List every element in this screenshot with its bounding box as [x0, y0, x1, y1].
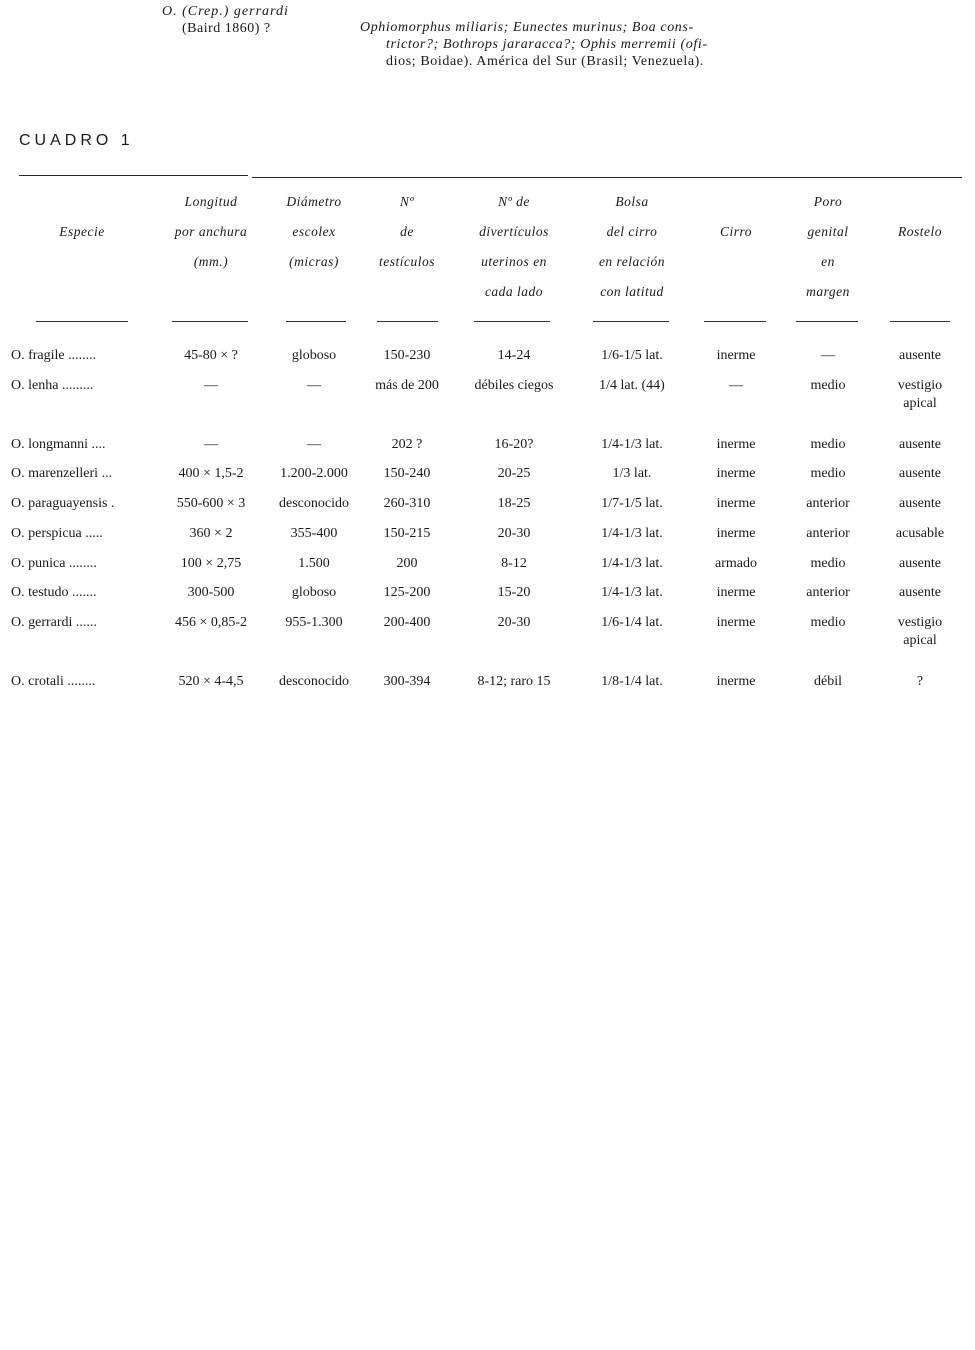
cell-diametro: desconocido: [279, 674, 349, 689]
cell-diametro: globoso: [291, 348, 337, 363]
cell-diverticulos: 20-30: [497, 526, 531, 541]
hosts-line-1: Ophiomorphus miliaris; Eunectes murinus; Boa cons-: [360, 20, 694, 35]
column-header-5: [577, 187, 687, 307]
column-header-3: [365, 187, 449, 277]
cell-cirro: —: [729, 378, 743, 393]
column-header-line: uterinos en: [481, 254, 547, 269]
column-underline: [593, 321, 669, 322]
cell-line: ausente: [899, 348, 941, 363]
cell-rostelo: [880, 614, 960, 650]
column-underline: [796, 321, 858, 322]
column-header-2: [268, 187, 360, 277]
cell-rostelo: [880, 436, 960, 454]
cell-poro: medio: [810, 466, 846, 481]
cell-diverticulos: 15-20: [497, 585, 531, 600]
cell-poro: medio: [810, 556, 846, 571]
cell-especie: O. paraguayensis .: [11, 496, 115, 511]
cell-bolsa: 1/8-1/4 lat.: [601, 674, 663, 689]
column-header-line: en: [821, 254, 835, 269]
cell-cirro: inerme: [716, 526, 756, 541]
cell-rostelo: [880, 347, 960, 365]
cell-rostelo: [880, 465, 960, 483]
cell-testiculos: 125-200: [383, 585, 431, 600]
cell-especie: O. gerrardi ......: [11, 615, 97, 630]
cell-diverticulos: 8-12: [501, 556, 527, 571]
cell-line: ausente: [899, 437, 941, 452]
column-header-line: Nº: [399, 194, 415, 209]
cell-longitud: 400 × 1,5-2: [178, 466, 244, 481]
cell-cirro: inerme: [716, 585, 756, 600]
cell-poro: anterior: [806, 526, 850, 541]
cell-longitud: 456 × 0,85-2: [174, 615, 248, 630]
cell-line: ?: [916, 674, 924, 689]
cell-line: ausente: [899, 496, 941, 511]
cell-line: vestigio: [897, 378, 943, 393]
hosts-line-2: trictor?; Bothrops jararacca?; Ophis merremii (ofi-: [386, 37, 708, 52]
table-top-rule-right: [252, 177, 962, 178]
column-header-line: (micras): [289, 254, 339, 269]
column-header-line: Bolsa: [615, 194, 649, 209]
hosts-line-3: dios; Boidae). América del Sur (Brasil; Venezuela).: [386, 54, 705, 69]
cell-poro: anterior: [806, 496, 850, 511]
cell-testiculos: 150-230: [383, 348, 431, 363]
cell-diametro: 955-1.300: [285, 615, 343, 630]
cell-cirro: inerme: [716, 615, 756, 630]
hosts-description: [360, 19, 808, 70]
cell-bolsa: 1/3 lat.: [612, 466, 652, 481]
column-header-line: Nº de: [498, 194, 530, 209]
column-header-line: Especie: [59, 224, 105, 239]
cell-poro: medio: [810, 378, 846, 393]
cell-bolsa: 1/4-1/3 lat.: [601, 437, 663, 452]
cell-rostelo: [880, 525, 960, 543]
cell-bolsa: 1/4-1/3 lat.: [601, 585, 663, 600]
column-header-6: [703, 217, 769, 247]
table-top-rule-left: [19, 175, 248, 176]
column-header-line: del cirro: [606, 224, 658, 239]
cell-cirro: inerme: [716, 348, 756, 363]
column-underline: [377, 321, 438, 322]
cell-diverticulos: 16-20?: [494, 437, 534, 452]
cell-cirro: inerme: [716, 496, 756, 511]
cell-testiculos: más de 200: [375, 378, 439, 393]
cell-line: ausente: [899, 466, 941, 481]
cell-longitud: —: [204, 378, 218, 393]
cell-especie: O. marenzelleri ...: [11, 466, 113, 481]
cell-testiculos: 200-400: [383, 615, 431, 630]
cell-poro: medio: [810, 437, 846, 452]
cell-bolsa: 1/7-1/5 lat.: [601, 496, 663, 511]
cell-testiculos: 202 ?: [391, 437, 423, 452]
cell-especie: O. longmanni ....: [11, 437, 106, 452]
column-underline: [36, 321, 128, 322]
cell-diverticulos: 20-25: [497, 466, 531, 481]
cell-testiculos: 300-394: [383, 674, 431, 689]
column-header-line: testículos: [379, 254, 435, 269]
cell-testiculos: 150-240: [383, 466, 431, 481]
cell-diverticulos: 8-12; raro 15: [477, 674, 551, 689]
cell-line: apical: [903, 633, 937, 648]
cell-poro: débil: [814, 674, 842, 689]
species-citation: [162, 3, 289, 37]
cell-bolsa: 1/4 lat. (44): [599, 378, 665, 393]
column-header-line: escolex: [292, 224, 336, 239]
cell-especie: O. testudo .......: [11, 585, 97, 600]
cell-line: apical: [903, 396, 937, 411]
cell-diametro: globoso: [291, 585, 337, 600]
cell-longitud: 300-500: [187, 585, 235, 600]
column-header-line: de: [400, 224, 414, 239]
cell-diverticulos: 20-30: [497, 615, 531, 630]
column-header-line: cada lado: [484, 284, 544, 299]
cell-longitud: 520 × 4-4,5: [178, 674, 244, 689]
cell-longitud: 550-600 × 3: [176, 496, 246, 511]
cell-line: vestigio: [897, 615, 943, 630]
cell-diverticulos: 18-25: [497, 496, 531, 511]
cell-longitud: —: [204, 437, 218, 452]
cell-bolsa: 1/4-1/3 lat.: [601, 526, 663, 541]
cell-diametro: —: [307, 378, 321, 393]
cell-diametro: 1.200-2.000: [280, 466, 348, 481]
cell-especie: O. punica ........: [11, 556, 97, 571]
cell-line: ausente: [899, 556, 941, 571]
cell-especie: O. perspicua .....: [11, 526, 103, 541]
cell-especie: O. fragile ........: [11, 348, 97, 363]
column-underline: [890, 321, 950, 322]
column-header-line: margen: [806, 284, 850, 299]
cell-cirro: inerme: [716, 674, 756, 689]
column-underline: [704, 321, 766, 322]
column-header-line: Diámetro: [286, 194, 342, 209]
cell-rostelo: [880, 673, 960, 691]
cell-especie: O. lenha .........: [11, 378, 94, 393]
cell-diametro: desconocido: [279, 496, 349, 511]
column-header-line: en relación: [598, 254, 666, 269]
cell-rostelo: [880, 377, 960, 413]
column-header-line: con latitud: [600, 284, 664, 299]
cell-diametro: —: [307, 437, 321, 452]
cell-rostelo: [880, 584, 960, 602]
cell-diametro: 1.500: [298, 556, 330, 571]
cell-diverticulos: 14-24: [497, 348, 531, 363]
column-header-line: por anchura: [174, 224, 248, 239]
cell-bolsa: 1/6-1/4 lat.: [601, 615, 663, 630]
column-header-0: [22, 217, 142, 247]
column-underline: [474, 321, 550, 322]
column-header-4: [454, 187, 574, 307]
cell-testiculos: 200: [396, 556, 418, 571]
cell-longitud: 360 × 2: [189, 526, 233, 541]
cell-bolsa: 1/4-1/3 lat.: [601, 556, 663, 571]
cell-especie: O. crotali ........: [11, 674, 96, 689]
cell-bolsa: 1/6-1/5 lat.: [601, 348, 663, 363]
column-header-line: genital: [807, 224, 849, 239]
column-header-line: Longitud: [184, 194, 238, 209]
cell-poro: medio: [810, 615, 846, 630]
column-header-line: (mm.): [193, 254, 229, 269]
column-header-8: [880, 217, 960, 247]
column-header-line: Poro: [813, 194, 843, 209]
column-underline: [172, 321, 248, 322]
column-header-line: Rostelo: [898, 224, 942, 239]
cell-rostelo: [880, 495, 960, 513]
cell-longitud: 100 × 2,75: [180, 556, 242, 571]
column-header-1: [159, 187, 263, 277]
cell-cirro: inerme: [716, 437, 756, 452]
cell-longitud: 45-80 × ?: [184, 348, 238, 363]
species-name: O. (Crep.) gerrardi: [162, 4, 289, 19]
cell-testiculos: 260-310: [383, 496, 431, 511]
cell-cirro: inerme: [716, 466, 756, 481]
species-author: (Baird 1860) ?: [182, 21, 271, 36]
cell-line: ausente: [899, 585, 941, 600]
column-header-7: [790, 187, 866, 307]
cell-diametro: 355-400: [290, 526, 338, 541]
cell-cirro: armado: [715, 556, 757, 571]
cell-line: acusable: [895, 526, 945, 541]
cell-rostelo: [880, 555, 960, 573]
column-header-line: divertículos: [479, 224, 549, 239]
cell-diverticulos: débiles ciegos: [474, 378, 554, 393]
column-underline: [286, 321, 346, 322]
cell-poro: —: [821, 348, 835, 363]
column-header-line: Cirro: [719, 224, 752, 239]
table-title: CUADRO 1: [19, 132, 134, 149]
cell-testiculos: 150-215: [383, 526, 431, 541]
cell-poro: anterior: [806, 585, 850, 600]
